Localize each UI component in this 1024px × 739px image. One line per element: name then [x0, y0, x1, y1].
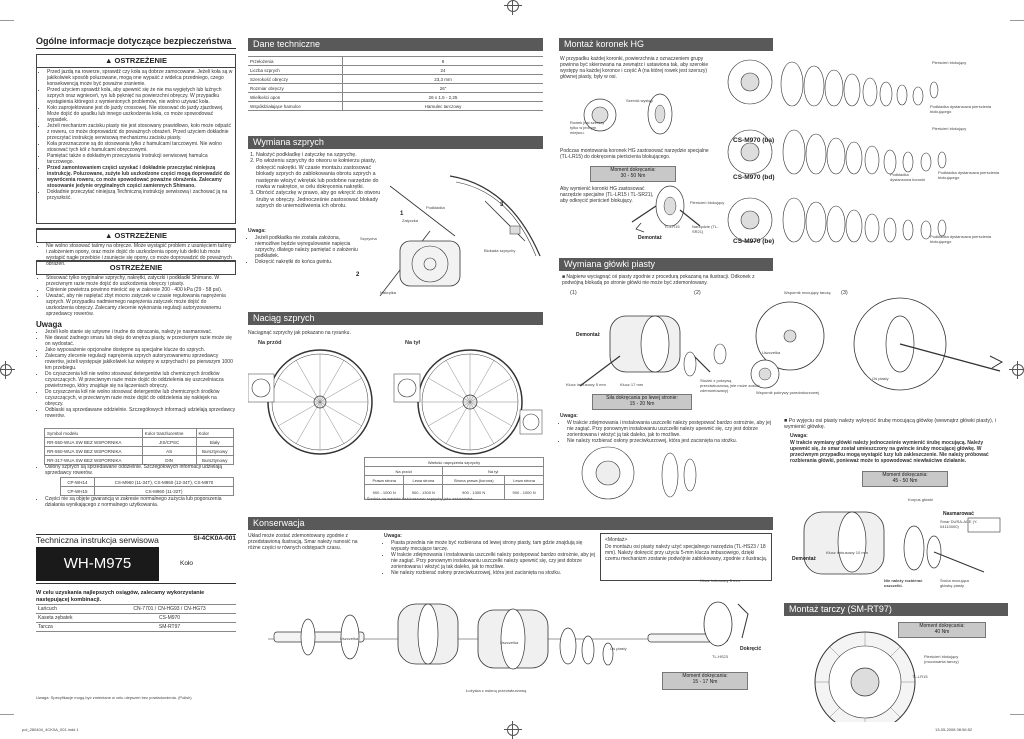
label-seal-2: Uszczelka — [500, 640, 519, 645]
label-screw: Śruba mocująca główkę piasty — [940, 578, 969, 588]
table-cell: CN-7701 / CN-HG93 / CN-HG73 — [103, 605, 236, 614]
list-item: 2. Po włożeniu szprychy do otworu w kołnierzu piasty, dokręcić nakrętki. W czasie montażu zastosować blokady szprych do zablokowania obrotu szprych a następnie włożyć wkrętak lub podobne narzędzie do rowka w nakrętce, w celu dokręcenia nakrętki. — [256, 158, 388, 190]
rear-wheel-drawing — [394, 350, 542, 454]
table-header: Kolor — [196, 429, 234, 438]
disc-rotor-drawing — [790, 622, 920, 722]
label-front: Na przód — [258, 340, 282, 346]
step2-drawing — [751, 302, 824, 388]
hg-replace-note: Aby wymienić koronki HG zastosować narzędzie specjalne (TL-LR15 i TL-SR21), aby odkręcić pierścień blokujący. — [560, 186, 654, 204]
table-cell: Tarcza — [36, 623, 103, 632]
body-bar: Wymiana główki piasty — [559, 258, 773, 271]
label-ring-ba: Pierścień blokujący — [932, 60, 967, 65]
hg-dismount-label: Demontaż — [638, 235, 662, 241]
table-row — [248, 93, 543, 102]
list-item: • Do czyszczenia kół nie wolno stosować detergentów lub chemicznych środków czyszczących. W przeciwnym razie może dojść do oddzielenia się uszczelniacza powietrznego, który znajduje się na łączeniach obręczy. — [45, 371, 236, 389]
step1-drawing — [580, 316, 726, 386]
table-cell: 900 - 1300 N — [443, 485, 505, 500]
list-item: • Stosować tylko oryginalne szprychy, nakrętki, zatyczki i podkładki Shimano. W przeciwnym razie może dojść do uszkodzenia obręczy i piasty. — [46, 275, 233, 287]
table-cell: 24 — [343, 66, 544, 75]
body-torque-2 — [862, 471, 948, 487]
label-axle: Oś piasty — [872, 376, 889, 381]
table-cell: JIS/CPSC — [142, 438, 196, 447]
label-spacer2-bd: Podkładka dystansowa koronki — [890, 172, 926, 182]
table-row — [248, 57, 543, 66]
table-row — [36, 623, 236, 632]
table-cell: Hamulec tarczowy — [343, 102, 544, 111]
list-item: • Uważać, aby nie napiętać zbyt mocno zatyczek w czasie regulowania naprężenia szprych. W przypadku nadmiernego naprężenia zatyczek może dojść do uszkodzenia obręczy. Zalecamy zlecenie wykonania regulacji autoryzowanemu sprzedawcy rowerów. — [46, 293, 233, 317]
warning-triangle-icon: ▲ — [104, 231, 115, 240]
label-locknut: Stożek z pokrywą przeciwkurzową (nie może zostać zdemontowany) — [700, 378, 760, 393]
step-number: 1 — [400, 211, 404, 217]
body-right-note-label: Uwaga: — [790, 433, 808, 439]
table-cell: Przełożenia — [248, 57, 343, 66]
table-cell: 26" — [343, 84, 544, 93]
label-key17: Klucz 17 mm — [620, 382, 644, 387]
spoke-replace-bar: Wymiana szprych — [248, 136, 543, 149]
cassette-be — [728, 198, 946, 242]
model-badge: WH-M975 — [36, 547, 159, 581]
list-item: • Jeżeli mechanizm zacisku piasty nie jest stosowany prawidłowo, koło może odpaść z roweru, co może doprowadzić do poważnych obrażeń. Przed użyciem dokładnie przeczytać instrukcję serwisową mechanizmu zacisku piasty. — [47, 123, 234, 141]
torque-label: Moment dokręcania: — [919, 623, 965, 629]
label-tool1: TL-LR15 — [664, 224, 680, 229]
table-header: Wartość naprężenia szprychy — [365, 458, 544, 467]
table-cell: DIN — [142, 456, 196, 465]
table-cell: CS-M960 (11-32T) — [94, 487, 233, 496]
tech-bar: Dane techniczne — [248, 38, 543, 51]
label-disc-ring: Pierścień blokujący (mocowania tarczy) — [924, 654, 959, 664]
tension-footnote: * Średnia na wartość każdorazowo szprychy jako wskazówka. — [364, 496, 474, 501]
list-item: • Ciśnienie powietrza powinno mieścić się w zakresie 200 - 400 kPa (29 - 58 psi). — [46, 287, 233, 293]
label-body: Korpus główki — [908, 497, 933, 502]
table-cell: RR-317-WUA SW BEZ WSPORNIKA — [45, 456, 143, 465]
square-bullet-icon: ■ — [784, 418, 789, 424]
label-lock: Blokada szprychy — [484, 248, 516, 253]
table-cell: Łańcuch — [36, 605, 103, 614]
label-key5: Klucz imbusowy 5 mm — [700, 578, 740, 583]
tension-table — [364, 457, 544, 500]
body-notes — [560, 420, 774, 444]
service-intro: Układ może zostać zdemontowany zgodnie z przedstawioną ilustracją. Smar należy nanosić na różne części w równych odstępach czasu. — [248, 533, 358, 551]
registration-mark-top — [507, 0, 519, 12]
table-cell: CS-M960 (11-34T), CS-M960 (12-34T), CS-M970 — [94, 478, 233, 487]
list-item: • Jeżeli podkładka nie została założona, niemożliwe będzie wyregulowanie napięcia szprychy, dlatego należy pamiętać o założeniu podkładek. — [255, 235, 363, 259]
label-grease-title: Nasmarować — [943, 511, 974, 517]
hg-bar: Montaż koronek HG — [559, 38, 773, 51]
warning-list — [40, 69, 234, 201]
list-item: • Jako wyposażenie opcjonalne dostępne są specjalne klucze do szprych. — [45, 347, 236, 353]
reflector-table — [44, 428, 234, 465]
registration-mark-bottom — [507, 724, 519, 736]
label-washer: Podkładka — [426, 205, 445, 210]
list-item: • Części nie są objęte gwarancją w zakresie normalnego zużycia lub pogorszenia działania wynikającego z normalnego użytkowania. — [45, 496, 236, 508]
table-row — [45, 447, 234, 456]
list-item: 3. Obrócić zatyczkę w prawo, aby go wkręcić do otworu śruby w obręczy. Jednocześnie zastosować blokady szprych do uniemożliwienia ich obrotu. — [256, 190, 388, 209]
registration-mark-left — [0, 364, 12, 376]
model-label-ba: CS-M970 (ba) — [733, 137, 775, 144]
body-replace-drawing — [560, 296, 1015, 396]
warning-header-2 — [36, 229, 236, 243]
label-spoke: Szprycha — [360, 236, 377, 241]
seal-detail-drawing — [560, 445, 775, 517]
table-header: Strona prawa (korona) — [443, 476, 505, 485]
tech-table — [248, 56, 543, 111]
table-cell: Współdziałające hamulce — [248, 102, 343, 111]
table-cell: Bursztynowy — [196, 447, 234, 456]
body-torque — [592, 394, 692, 410]
label-ring: Pierścień blokujący — [690, 200, 725, 205]
list-item: • Przed jazdą na rowerze, sprawdź czy koła są dobrze zamocowane. Jeżeli koła są w jakikolwiek sposób poluzowane, mogą one wypaść z widelca przedniego, czego konsekwencją może być poważne zranienie. — [47, 69, 234, 87]
label-key10: Klucz imbusowy 10 mm — [826, 550, 869, 555]
combination-table — [36, 604, 236, 632]
body-note-label: Uwaga: — [560, 413, 578, 419]
table-cell: 900 - 1000 N — [365, 485, 404, 500]
table-header: Lewa strona — [404, 476, 443, 485]
table-cell: Biały — [196, 438, 234, 447]
hg-intro: W przypadku każdej koronki, powierzchnia z oznaczeniem grupy powinna być skierowana na zewnątrz i ustawiona tak, aby szerokie występy na każdej koronce i część A (na której rowek jest szerszy) głównej piasty, były w osi. — [560, 56, 709, 80]
spoke-notes — [248, 235, 363, 265]
step-label: (3) — [841, 290, 848, 296]
body-intro-text: Najpierw wyciągnąć oś piasty zgodnie z procedurą pokazaną na ilustracji. Odkonek z podwójną blokadą po stronie główki nie może być zdemontowany. — [562, 274, 755, 286]
table-cell: SM-RT97 — [103, 623, 236, 632]
list-item: • Jeżeli koło stanie się sztywne i trudne do obracania, należy je nasmarować. — [45, 329, 236, 335]
warning-triangle-icon: ▲ — [104, 56, 115, 65]
service-notes — [384, 540, 596, 576]
table-row — [36, 605, 236, 614]
step-number: 3 — [500, 202, 504, 208]
list-item: • Dokręcić nakrętki do końca gwintu. — [255, 259, 363, 265]
table-cell: 26 x 1,5 - 2,25 — [343, 93, 544, 102]
list-item: 1. Nałożyć podkładkę i zatyczkę na szprychę. — [256, 152, 388, 158]
front-wheel-drawing — [248, 350, 372, 454]
list-item: • Nie wolno stosować taśmy na obręcze. Może wystąpić problem z usunięciem taśmy i założeniem opony, oraz może dojść do uszkodzenia opony lub detki lub może wystąpić nagłe przebicie i zsunięcie się opony, co może doprowadzić do poważnych obrażeń. — [46, 243, 233, 267]
list-item: • Pamiętać także o dokładnym przeczytaniu Instrukcji serwisowej hamulca tarczowego. — [47, 153, 234, 165]
table-cell: 23,3 mm — [343, 75, 544, 84]
list-item: • Nie należy rozbierać osłony przeciwkurzowej, która jest zacisnięta na stożku. — [567, 438, 774, 444]
square-bullet-icon: ■ — [562, 274, 567, 280]
label-tool: TL-HS23 — [712, 654, 729, 659]
table-row — [45, 438, 234, 447]
list-item: • Piasta przednia nie może być rozbierana od lewej strony piasty, tam gdzie znajdują się wypusty mocujące tarczę. — [391, 540, 596, 552]
body-right-note-text: Po wyjęciu osi piasty należy wykręcić śrubę mocującą główkę (wewnątrz główki piasty), i wymienić główkę. — [784, 418, 996, 431]
assembly-box-text: Do montażu osi piasty należy użyć specjalnego narzędzia (TL-HS23 / 18 mm). Należy dokręcić przy użyciu 5-mm klucza imbusowego, dzięki czemu mechanizm zostanie podwójnie zablokowany, zgodnie z ilustracją. — [605, 544, 768, 562]
label-rear: Na tył — [405, 340, 420, 346]
table-cell: AS — [142, 447, 196, 456]
list-item: • W trakcie zdejmowania i instalowania uszczelki należy postępować bardzo ostrożnie, aby jej nie zagiąć. Przy ponownym instalowaniu uszczelki należy upewnić się, czy jest dobrze zorientowana i włożyć ją tak daleko, jak to możliwe. — [567, 420, 774, 438]
assembly-box-title: <Montaż> — [605, 537, 628, 543]
label-disc-tool: TL-LR15 — [912, 674, 928, 679]
service-bar: Konserwacja — [248, 517, 773, 530]
label-spacer-ba: Podkładka dystansowa pierścienia blokującego — [930, 104, 992, 114]
table-row — [61, 487, 234, 496]
hg-mount-note: Podczas montowania koronek HG zastosować narzędzie specjalne (TL-LR15) do dokręcenia pierścienia blokującego. — [560, 148, 709, 160]
body-dismount-label: Demontaż — [576, 332, 600, 338]
torque-value: 15 - 20 Nm — [629, 401, 655, 407]
torque-value: 30 - 50 Nm — [620, 173, 646, 179]
note-heading: Uwaga — [36, 320, 62, 329]
label-spacer-be: Podkładka dystansowa pierścienia blokującego — [930, 234, 992, 244]
table-cell: CS-M970 — [103, 614, 236, 623]
guard-note — [38, 464, 236, 476]
label-cone: Wspornik mocujący tarczę — [784, 290, 831, 295]
table-header: Prawa strona — [365, 476, 404, 485]
disc-bar: Montaż tarczy (SM-RT97) — [784, 603, 1008, 616]
table-cell: Rozmiar obręczy — [248, 84, 343, 93]
step-label: (2) — [694, 290, 701, 296]
body-right-note — [784, 418, 1008, 431]
table-header: Symbol modelu — [45, 429, 143, 438]
table-header: Na tył — [443, 467, 544, 476]
list-item: • W trakcie zdejmowania i instalowania uszczelki należy postępować bardzo ostrożnie, aby jej nie zagiąć. Przy ponownym instalowaniu uszczelki należy upewnić się, czy jest dobrze zorientowana i włożyć ją tak daleko, jak to możliwe. — [391, 552, 596, 570]
model-subtitle: Koło — [180, 560, 194, 567]
torque-value: 45 - 50 Nm — [892, 478, 918, 484]
table-row — [248, 66, 543, 75]
trim-line — [0, 20, 14, 21]
table-row — [248, 75, 543, 84]
table-cell: Kaseta zębatek — [36, 614, 103, 623]
label-locknut: Łożyska z osłoną przeciwkurzową — [466, 688, 527, 693]
list-item: • Do czyszczenia kół nie wolno stosować detergentów lub chemicznych środków czyszczących, w przeciwnym razie może dojść do oddzielenia się naklejek na obręczy. — [45, 389, 236, 407]
torque-label: Moment dokręcania: — [882, 472, 928, 478]
label-seal: Uszczelka — [340, 636, 359, 641]
cassette-ba — [728, 60, 938, 106]
table-cell: CP-WH15 — [61, 487, 95, 496]
warning-box-2 — [36, 228, 236, 267]
torque-value: 40 Nm — [934, 629, 950, 635]
label-key5: Klucz imbusowy 5 mm — [566, 382, 606, 387]
safety-title: Ogólne informacje dotyczące bezpieczeństwa — [36, 36, 232, 46]
table-cell: Szerokość obręczy — [248, 75, 343, 84]
list-item: • Koło zaprojektowane jest do jazdy crossowej. Nie stosować do jazdy zjazdowej. Może dojść do upadku lub innego uszkodzenia koła, co może spowodować wypadek. — [47, 105, 234, 123]
body-intro — [562, 274, 776, 286]
table-cell: Wielkości opon — [248, 93, 343, 102]
label-axle: Oś piasty — [610, 646, 627, 651]
list-item: • Nie dawać żadnego smaru lub oleju do wnętrza piasty, w przeciwnym razie może się on wydostać. — [45, 335, 236, 347]
note-list — [38, 329, 236, 419]
warning-label-2: OSTRZEŻENIE — [114, 231, 168, 240]
label-seal: Uszczelka — [762, 350, 781, 355]
spoke-note-label: Uwaga: — [248, 228, 266, 234]
spoke-replace-drawing — [360, 146, 545, 306]
guard-table — [60, 477, 234, 496]
table-header: Kolor tranzlucentne — [142, 429, 196, 438]
tension-table-wrap — [364, 457, 544, 500]
print-slug-left: pol_280404_4CK0A_001.indd 1 — [22, 727, 79, 732]
table-row — [61, 478, 234, 487]
table-header: Na przód — [365, 467, 443, 476]
list-item: • Zalecamy zlecenie regulacji naprężenia szprych autoryzowanemu sprzedawcy rowerów, jeżeli występuje jakikolwiek luz wstępny w szprychach i po pierwszym 1000 km przebiegu. — [45, 353, 236, 371]
label-tool2: Narzędzie (TL-SR21) — [692, 224, 719, 234]
label-ring-bd: Pierścień blokujący — [932, 126, 967, 131]
print-slug-right: 13-05-2008 08:56:52 — [935, 727, 973, 732]
table-cell: 8 — [343, 57, 544, 66]
label-grease: Smar DURA-ACE (Y-04110000) — [940, 519, 978, 529]
lacing-drawing — [248, 346, 544, 456]
step-number: 2 — [356, 272, 360, 278]
list-item: • Osłony szprych są sprzedawane oddzielnie. Szczegółowych informacji udzielają sprzedawcy rowerów. — [45, 464, 236, 476]
table-cell: Liczba szprych — [248, 66, 343, 75]
table-cell: Bursztynowy — [196, 456, 234, 465]
caution-list — [39, 275, 233, 317]
table-header: Lewa strona — [505, 476, 544, 485]
label-tighten: Dokręcić — [740, 646, 762, 652]
assembly-box — [600, 533, 772, 581]
table-cell: 900 - 1300 N — [404, 485, 443, 500]
list-item: • Nie należy rozbierać osłony przeciwkurzowej, która jest zacisnięta na stożku. — [391, 570, 596, 576]
list-item: • Przed użyciem sprawdź koła, aby upewnić się że nie ma wygiętych lub luźnych szprych oraz wgnieceń, rys lub pęknięć na powierzchni obręczy. W przypadku wystąpienia któregoś z wymienionych problemów, nie wolno używać koła. — [47, 87, 234, 105]
trim-line — [1010, 714, 1024, 715]
model-rule — [36, 583, 236, 584]
trim-line — [1010, 20, 1024, 21]
spoke-lacing-bar: Naciąg szprych — [248, 312, 543, 325]
table-row — [36, 614, 236, 623]
freehub-dismount-label: Demontaż — [792, 556, 816, 562]
body-right-note-2: W trakcie wymiany główki należy jednocześnie wymienić śrubę mocującą. Należy upewnić się, że smar został umieszczony na gwincie śruby mocującej główkę. W przeciwnym przypadku mogą wystąpić luzy lub zakleszczenie. Nie należy próbować rozbierania główki, ponieważ może to spowodować niewłaściwe działanie. — [790, 440, 989, 464]
table-row — [248, 84, 543, 93]
torque-label: Moment dokręcania: — [682, 673, 728, 679]
service-torque — [662, 672, 748, 690]
table-cell: RR-550-WUA SW BEZ WSPORNIKA — [45, 447, 143, 456]
torque-value: 15 - 17 Nm — [692, 679, 718, 685]
label-cone2: Wspornik pokrywy przeciwkurzowej — [756, 390, 819, 395]
label-groove: Rowek jest szerszy tylko w jednym miejscu. — [570, 120, 605, 135]
label-nut: Nakrętka — [380, 290, 397, 295]
label-cap: Zatyczka — [402, 218, 419, 223]
table-cell: RR-550-WUA SW BEZ WSPORNIKA — [45, 438, 143, 447]
model-label-bd: CS-M970 (bd) — [733, 174, 775, 181]
doc-code: SI-4CK0A-001 — [193, 535, 236, 542]
title-rule — [36, 48, 236, 49]
list-item: • Przed zamontowaniem części uzyskać i dokładnie przeczytać niniejszą instrukcję. Poluzowane, zużyte lub uszkodzone części mogą doprowadzić do wywrócenia roweru, co może spowodować poważne obrażenia. Zalecamy stosowanie jedynie oryginalnych części zamiennych Shimano. — [47, 165, 234, 189]
caution-box — [36, 260, 236, 317]
list-item: • Koła przeznaczone są do stosowania tylko z hamulcami tarczowymi. Nie wolno stosować tych kół z hamulcami obręczowymi. — [47, 141, 234, 153]
label-wide: Szeroki występ — [626, 98, 653, 103]
step-label: (1) — [570, 290, 577, 296]
table-cell: CP-WH14 — [61, 478, 95, 487]
torque-label: Moment dokręcania: — [610, 167, 656, 173]
lacing-intro: Naciągnąć szprychy jak pokazano na rysunku. — [248, 330, 351, 336]
disclaimer: Uwaga: Specyfikacje mogą być zmieniane w celu ulepszeń bez powiadomienia. (Polish) — [36, 695, 192, 700]
warning-header — [37, 55, 235, 68]
trim-line — [0, 714, 14, 715]
warning-box — [36, 54, 236, 224]
list-item: • Odblaski są sprzedawane oddzielnie. Szczegółowych informacji udzielają sprzedawcy rowerów. — [45, 407, 236, 419]
label-spacer-bd: Podkładka dystansowa pierścienia blokującego — [938, 170, 1000, 180]
torque-label: Siła dokręcania po lewej stronie: — [606, 395, 678, 401]
caution-header: OSTRZEŻENIE — [36, 261, 236, 275]
service-note-label: Uwaga: — [384, 533, 402, 539]
list-item: • Dokładnie przeczytać niniejszą Techniczną instrukcję serwisową i zachować ją na przyszłość. — [47, 189, 234, 201]
doc-title: Techniczna instrukcja serwisowa — [36, 535, 159, 545]
label-nodis: Nie należy rozbierać uszczelki. — [884, 578, 923, 588]
table-row — [248, 102, 543, 111]
cassette-drawings — [722, 50, 1018, 260]
combination-title: W celu uzyskania najlepszych osiągów, zalecamy wykorzystanie następującej kombinacji. — [36, 590, 205, 603]
warning-label: OSTRZEŻENIE — [114, 56, 168, 65]
table-cell: 900 - 1000 N — [505, 485, 544, 500]
model-label-be: CS-M970 (be) — [733, 238, 775, 245]
wear-note — [38, 496, 236, 508]
